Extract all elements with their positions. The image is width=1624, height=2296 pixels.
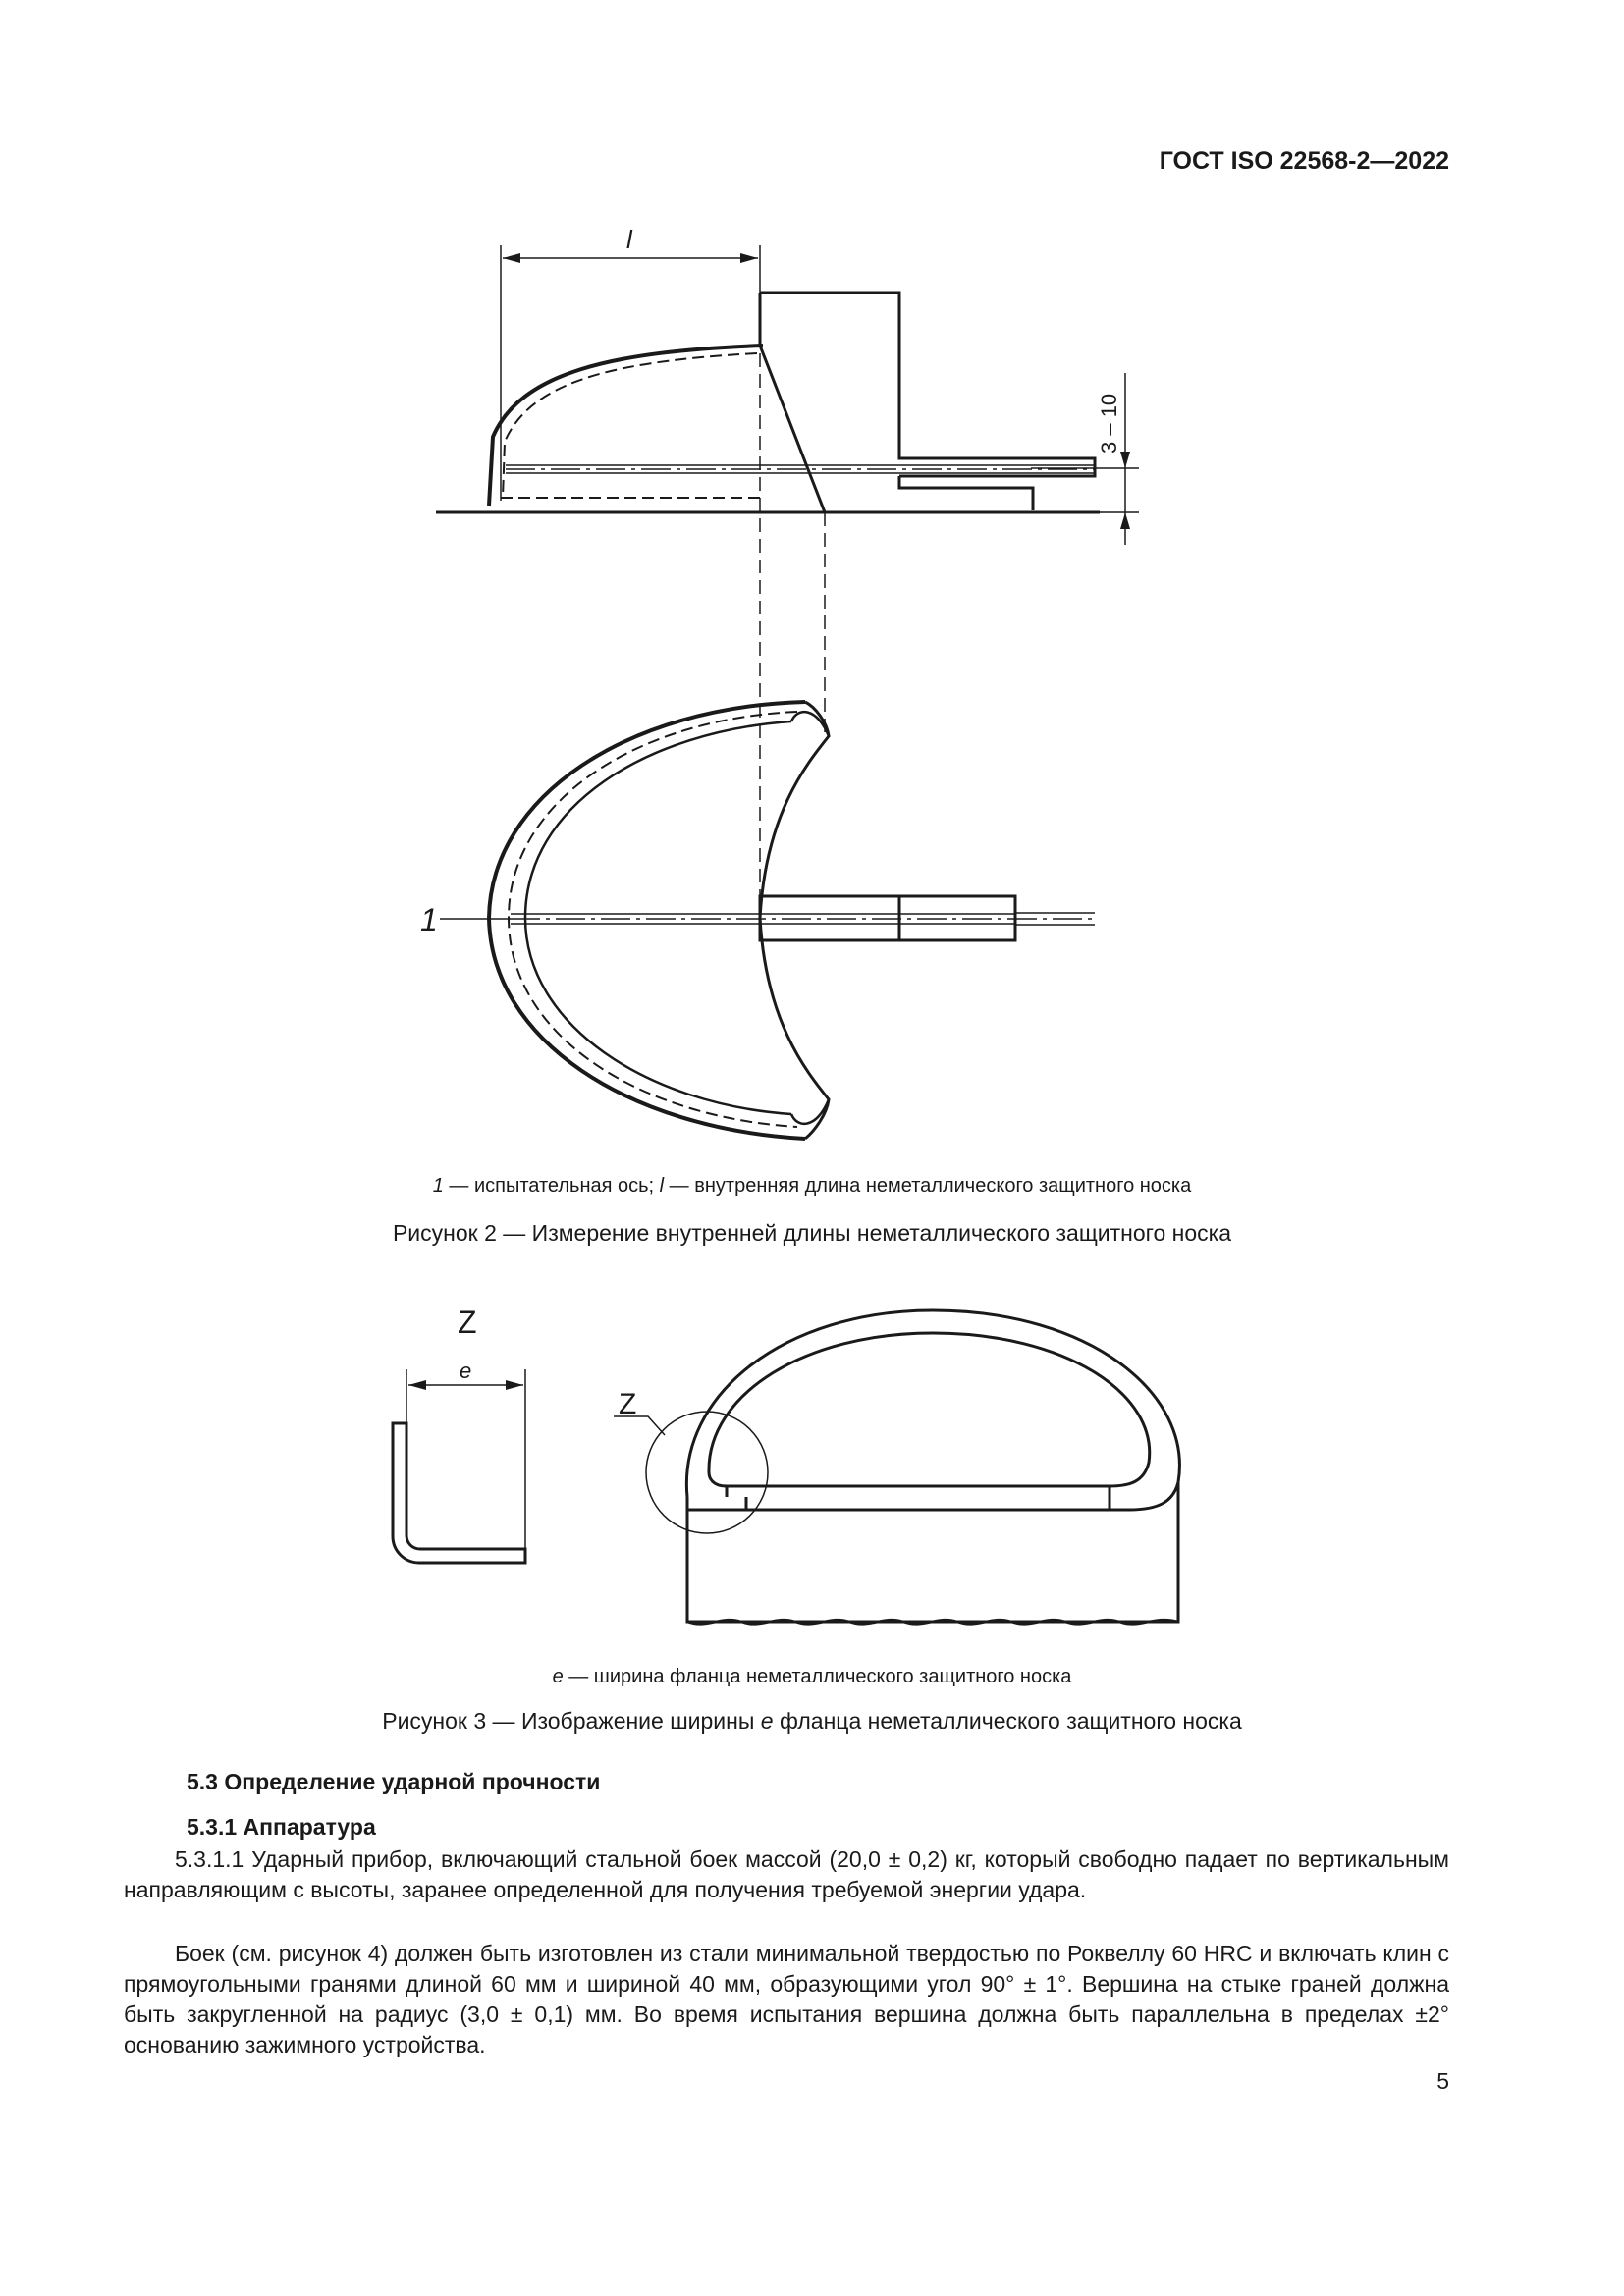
legend-1-text: — испытательная ось; xyxy=(443,1175,660,1197)
callout-z: Z xyxy=(619,1388,637,1420)
dim-label-l: l xyxy=(626,225,632,254)
paragraph-5-3-1-1: 5.3.1.1 Ударный прибор, включающий стальной боек массой (20,0 ± 0,2) кг, который свободно падает по вертикальным направляющим с высоты, заранее определенной для получения требуемой энергии удара. xyxy=(124,1846,1449,1902)
legend-l-text: — внутренняя длина неметаллического защитного носка xyxy=(664,1175,1192,1197)
legend-e: e xyxy=(552,1666,564,1687)
callout-1: 1 xyxy=(420,902,438,937)
caption-3-e: e xyxy=(760,1708,774,1734)
legend-l: l xyxy=(659,1175,665,1197)
paragraph-boek: Боек (см. рисунок 4) должен быть изготовлен из стали минимальной твердостью по Роквеллу 60 HRC и включать клин с прямоугольными гранями длиной 60 мм и шириной 40 мм, образующими угол 90° ± 1°. Вершина на стыке граней должна быть закругленной на радиус (3,0 ± 0,1) мм. Во время испытания вершина должна быть параллельна в пределах ±2° основанию зажимного устройства. xyxy=(124,1941,1449,2057)
dim-label-e: e xyxy=(460,1359,472,1383)
legend-1-num: 1 xyxy=(432,1175,444,1197)
figure-2-caption: Рисунок 2 — Измерение внутренней длины неметаллического защитного носка xyxy=(392,1220,1232,1246)
legend-e-text: — ширина фланца неметаллического защитного носка xyxy=(563,1666,1072,1687)
document-code: ГОСТ ISO 22568-2—2022 xyxy=(1159,147,1449,175)
caption-3-post: фланца неметаллического защитного носка xyxy=(773,1708,1242,1734)
dim-label-range: 3 – 10 xyxy=(1097,393,1121,454)
figure-3-drawing xyxy=(0,1296,1624,1669)
page-number: 5 xyxy=(1436,2068,1449,2094)
section-5-3-1-title: 5.3.1 Аппаратура xyxy=(187,1814,376,1840)
section-5-3-title: 5.3 Определение ударной прочности xyxy=(187,1769,601,1794)
figure-3-legend xyxy=(0,1666,1624,1688)
caption-3-pre: Рисунок 3 — Изображение ширины xyxy=(382,1708,761,1734)
figure-2-legend xyxy=(0,1175,1624,1198)
detail-label-z: Z xyxy=(458,1305,477,1340)
figure-3-caption xyxy=(0,1708,1624,1735)
